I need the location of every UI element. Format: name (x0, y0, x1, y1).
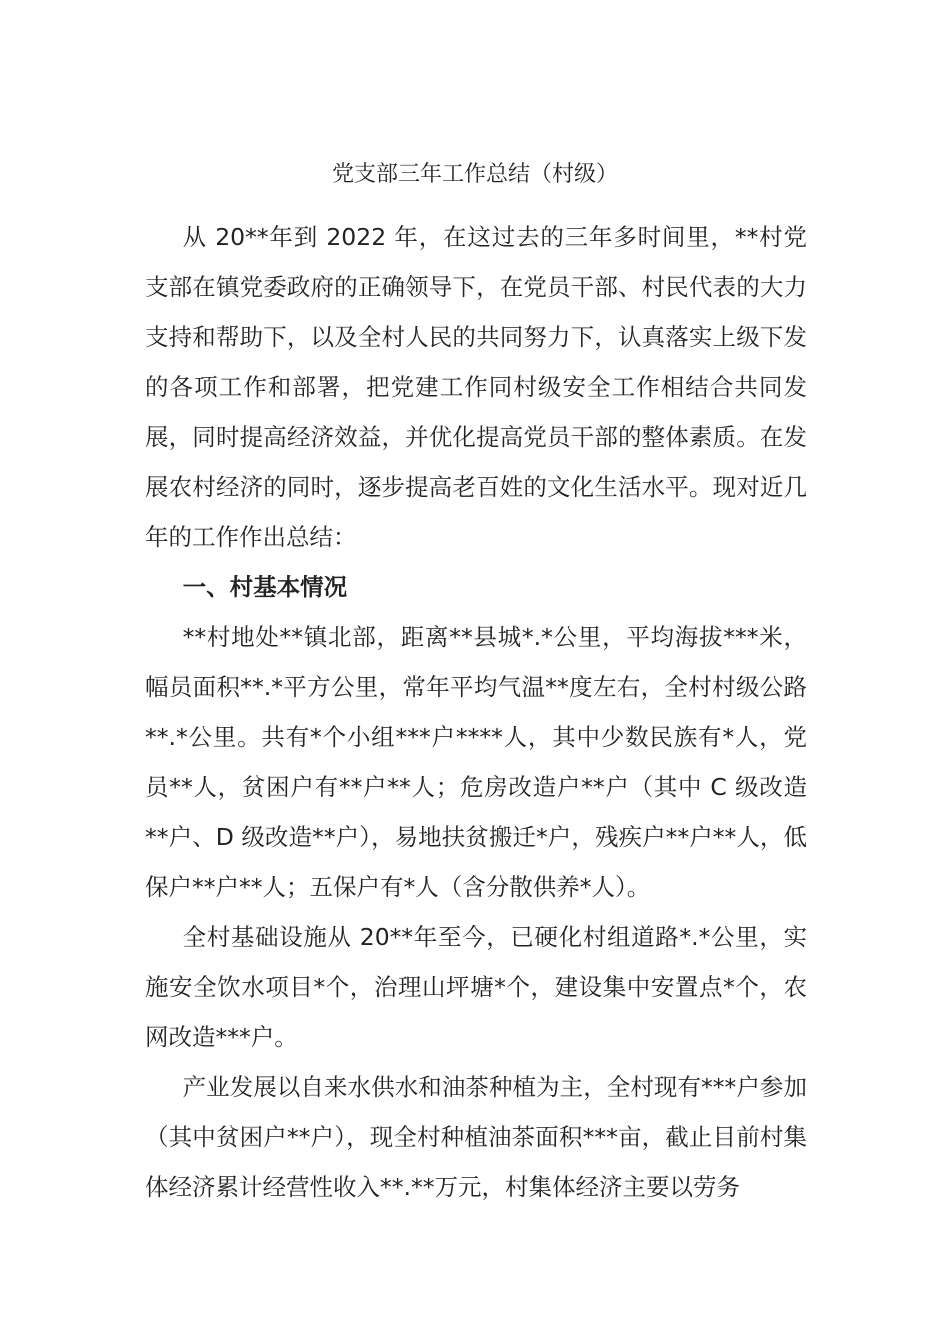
document-body (145, 212, 807, 1212)
paragraph-village-overview: **村地处**镇北部，距离**县城*.*公里，平均海拔***米，幅员面积**.*平方公里，常年平均气温**度左右，全村村级公路**.*公里。共有*个小组***户****人，其中少数民族有*人，党员**人，贫困户有**户**人；危房改造户**户（其中 C 级改造**户、D 级改造**户），易地扶贫搬迁*户，残疾户**户**人，低保户**户**人；五保户有*人（含分散供养*人）。 (145, 623, 807, 901)
section-heading-basic-info: 一、村基本情况 (182, 573, 348, 601)
paragraph-industry: 产业发展以自来水供水和油茶种植为主，全村现有***户参加（其中贫困户**户），现全村种植油茶面积***亩，截止目前村集体经济累计经营性收入**.**万元，村集体经济主要以劳务 (145, 1073, 807, 1201)
paragraph-infrastructure: 全村基础设施从 20**年至今，已硬化村组道路*.*公里，实施安全饮水项目*个，治理山坪塘*个，建设集中安置点*个，农网改造***户。 (145, 923, 807, 1051)
document-title: 党支部三年工作总结（村级） (331, 162, 618, 187)
paragraph-intro: 从 20**年到 2022 年，在这过去的三年多时间里，**村党支部在镇党委政府的正确领导下，在党员干部、村民代表的大力支持和帮助下，以及全村人民的共同努力下，认真落实上级下发的各项工作和部署，把党建工作同村级安全工作相结合共同发展，同时提高经济效益，并优化提高党员干部的整体素质。在发展农村经济的同时，逐步提高老百姓的文化生活水平。现对近几年的工作作出总结： (145, 223, 807, 551)
